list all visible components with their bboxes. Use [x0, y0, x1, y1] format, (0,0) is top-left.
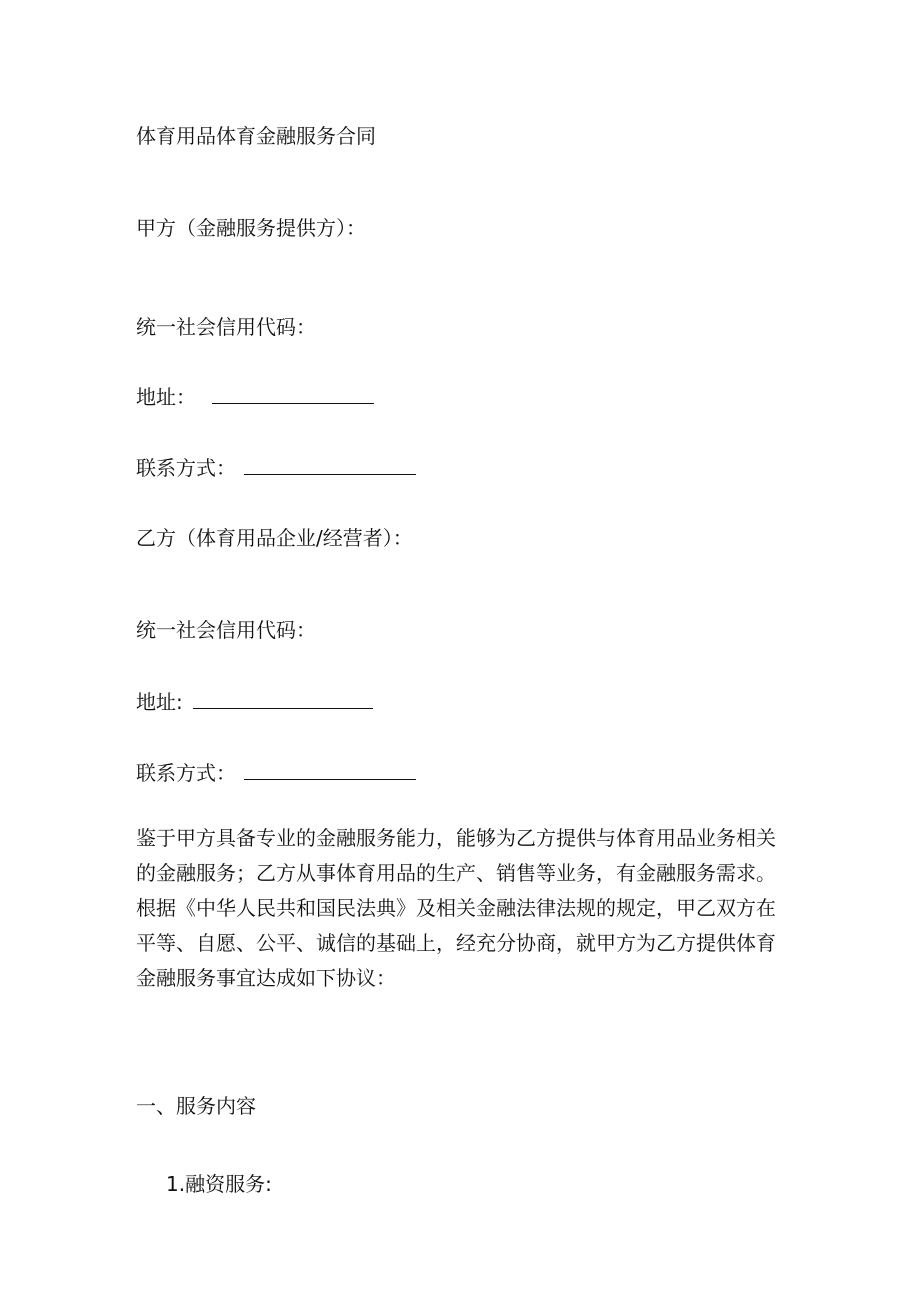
party-a-contact-label: 联系方式： [136, 456, 236, 480]
preamble-line: 的金融服务；乙方从事体育用品的生产、销售等业务，有金融服务需求。 [136, 861, 776, 885]
section-1-item-1: 1.融资服务: [166, 1172, 272, 1196]
party-b-credit-code-label: 统一社会信用代码： [136, 618, 316, 642]
preamble-line: 鉴于甲方具备专业的金融服务能力，能够为乙方提供与体育用品业务相关 [136, 826, 776, 850]
preamble-line: 根据《中华人民共和国民法典》及相关金融法律法规的规定，甲乙双方在 [136, 896, 776, 920]
party-b-address-row [136, 687, 373, 717]
party-a-contact-blank[interactable] [244, 454, 416, 475]
preamble-line: 平等、自愿、公平、诚信的基础上，经充分协商，就甲方为乙方提供体育 [136, 931, 776, 955]
party-a-credit-code-label: 统一社会信用代码： [136, 315, 316, 339]
party-b-contact-row [136, 758, 416, 788]
party-b-contact-label: 联系方式： [136, 761, 236, 785]
party-a-address-blank[interactable] [212, 383, 374, 404]
preamble-line: 金融服务事宜达成如下协议： [136, 966, 396, 990]
document-title: 体育用品体育金融服务合同 [136, 124, 376, 148]
party-b-heading: 乙方（体育用品企业/经营者）： [136, 526, 413, 550]
party-b-address-blank[interactable] [193, 688, 373, 709]
party-a-heading: 甲方（金融服务提供方）： [136, 216, 366, 240]
party-a-address-row [136, 382, 374, 412]
party-a-address-label: 地址： [136, 385, 196, 409]
party-b-address-label: 地址: [136, 690, 183, 714]
party-b-contact-blank[interactable] [244, 759, 416, 780]
party-a-contact-row [136, 453, 416, 483]
preamble-paragraph [136, 821, 786, 996]
section-1-heading: 一、服务内容 [136, 1094, 256, 1118]
